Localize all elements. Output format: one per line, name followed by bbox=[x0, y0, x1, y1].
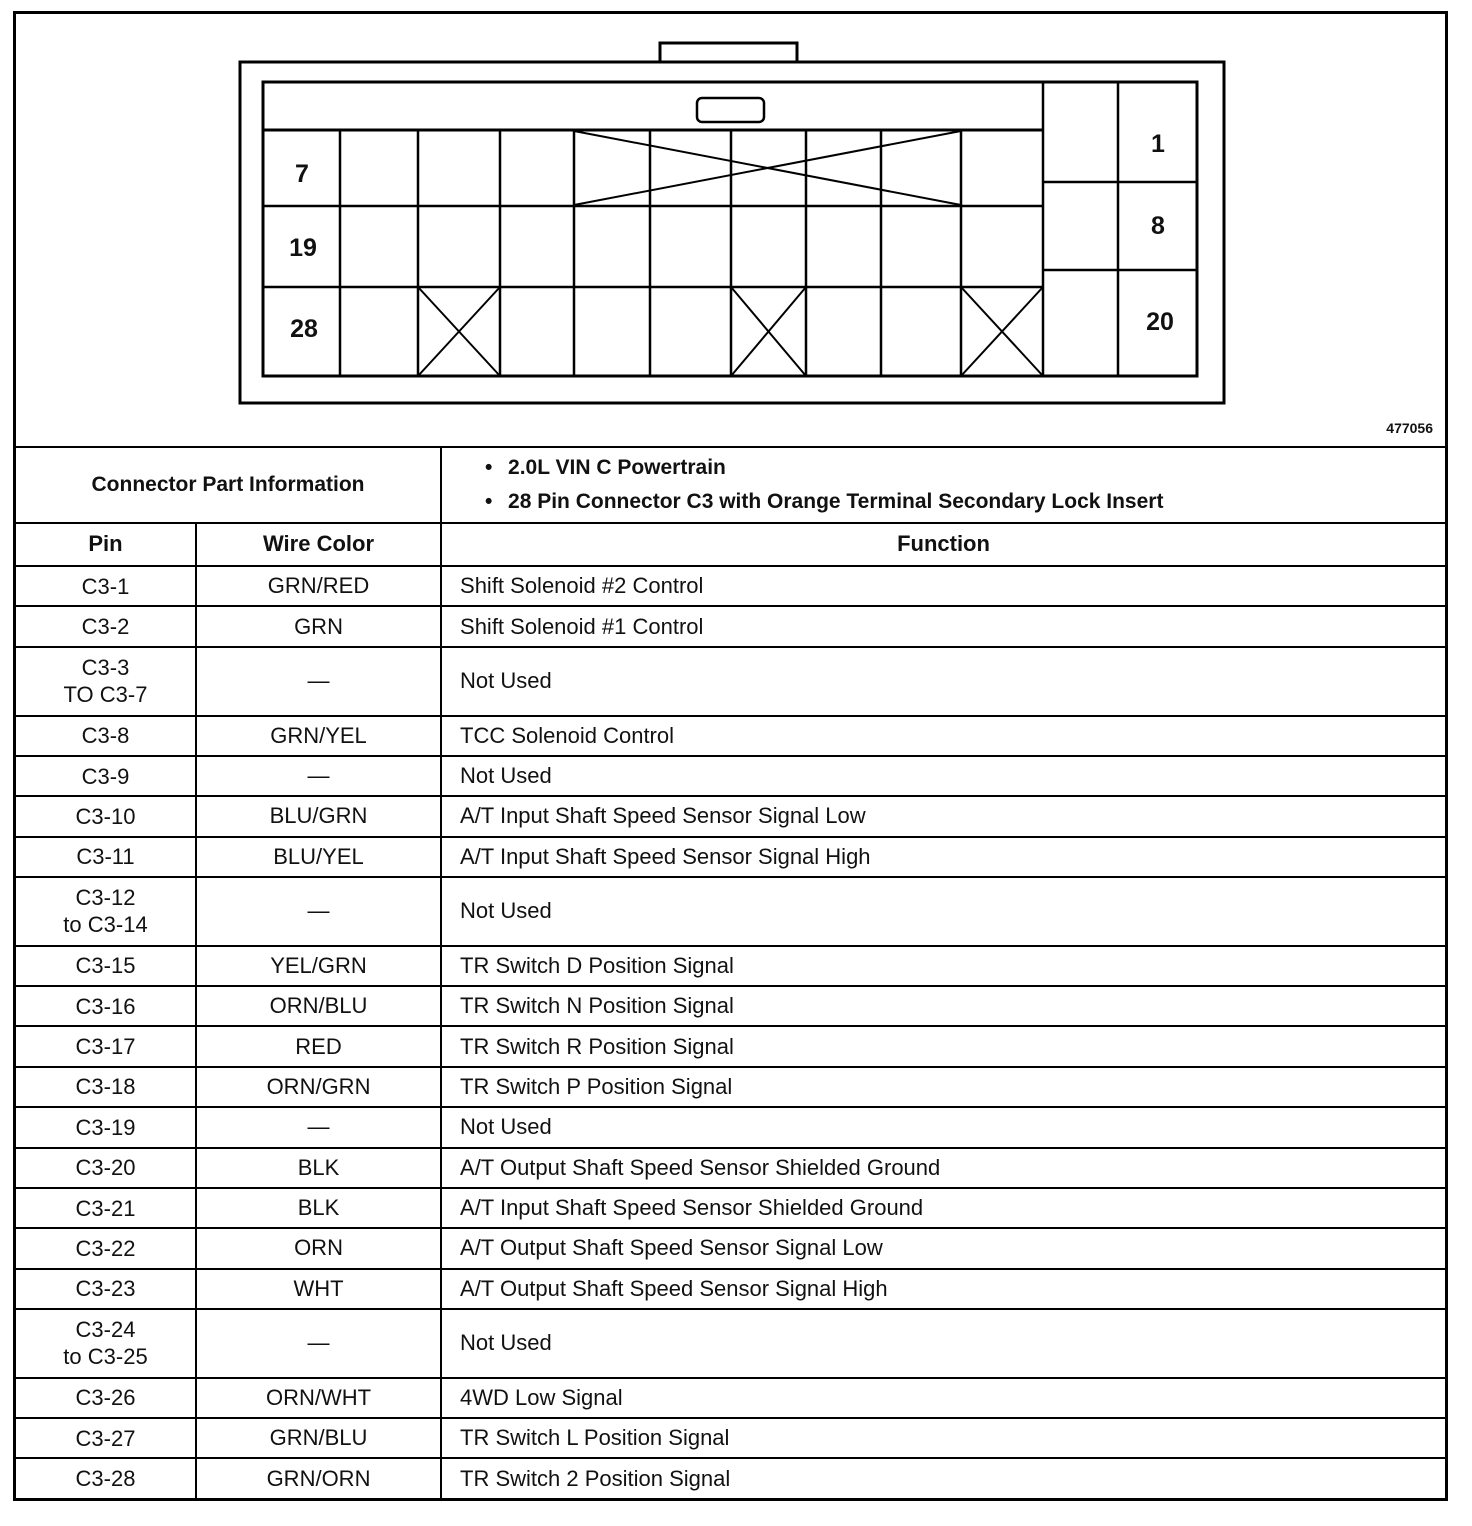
wire-color-cell: GRN/YEL bbox=[196, 716, 441, 756]
part-info-row bbox=[16, 448, 1445, 523]
function-cell: Shift Solenoid #2 Control bbox=[441, 566, 1445, 606]
table-row bbox=[16, 986, 1445, 1026]
pin-cell bbox=[16, 1067, 196, 1107]
wire-color-cell: — bbox=[196, 756, 441, 796]
function-cell: Not Used bbox=[441, 647, 1445, 716]
table-row bbox=[16, 1148, 1445, 1188]
pin-range-start: C3-12 bbox=[75, 885, 136, 911]
wire-color-cell: BLK bbox=[196, 1188, 441, 1228]
pin-cell bbox=[16, 877, 196, 946]
function-cell: TCC Solenoid Control bbox=[441, 716, 1445, 756]
table-row bbox=[16, 606, 1445, 646]
table-row bbox=[16, 1458, 1445, 1498]
part-info-item: • 2.0L VIN C Powertrain bbox=[485, 451, 1445, 485]
function-cell: TR Switch D Position Signal bbox=[441, 946, 1445, 986]
table-row bbox=[16, 1378, 1445, 1418]
cavity-label-8: 8 bbox=[1151, 212, 1165, 240]
function-cell: TR Switch P Position Signal bbox=[441, 1067, 1445, 1107]
pin-cell bbox=[16, 1269, 196, 1309]
function-cell: Not Used bbox=[441, 1107, 1445, 1147]
function-cell: A/T Output Shaft Speed Sensor Signal High bbox=[441, 1269, 1445, 1309]
table-row bbox=[16, 647, 1445, 716]
pin-cell bbox=[16, 606, 196, 646]
pin-cell bbox=[16, 946, 196, 986]
pin-number: C3-11 bbox=[76, 844, 135, 870]
table-row bbox=[16, 1418, 1445, 1458]
table-row bbox=[16, 1067, 1445, 1107]
pin-cell bbox=[16, 756, 196, 796]
connector-end-view bbox=[0, 0, 1472, 448]
cavity-label-20: 20 bbox=[1146, 308, 1174, 336]
cavity-label-28: 28 bbox=[290, 315, 318, 343]
function-cell: A/T Output Shaft Speed Sensor Shielded Ground bbox=[441, 1148, 1445, 1188]
table-row bbox=[16, 1188, 1445, 1228]
function-cell: A/T Output Shaft Speed Sensor Signal Low bbox=[441, 1228, 1445, 1268]
wire-color-cell: ORN/GRN bbox=[196, 1067, 441, 1107]
pin-cell bbox=[16, 716, 196, 756]
function-cell: A/T Input Shaft Speed Sensor Signal High bbox=[441, 837, 1445, 877]
pin-number: C3-22 bbox=[75, 1235, 136, 1261]
pin-cell bbox=[16, 1228, 196, 1268]
part-info-item: • 28 Pin Connector C3 with Orange Terminal Secondary Lock Insert bbox=[485, 485, 1445, 519]
pin-cell bbox=[16, 796, 196, 836]
connector-latch-tab bbox=[660, 43, 797, 62]
function-cell: A/T Input Shaft Speed Sensor Signal Low bbox=[441, 796, 1445, 836]
pin-cell bbox=[16, 1418, 196, 1458]
wire-color-cell: GRN/RED bbox=[196, 566, 441, 606]
pin-range-end: TO C3-7 bbox=[63, 682, 148, 708]
part-info-list bbox=[485, 451, 1445, 519]
wire-color-cell: BLU/GRN bbox=[196, 796, 441, 836]
pin-number: C3-8 bbox=[81, 723, 130, 749]
wire-color-cell: BLU/YEL bbox=[196, 837, 441, 877]
table-row bbox=[16, 1026, 1445, 1066]
table-row bbox=[16, 796, 1445, 836]
function-cell: TR Switch 2 Position Signal bbox=[441, 1458, 1445, 1498]
table-row bbox=[16, 566, 1445, 606]
pin-number: C3-19 bbox=[75, 1114, 136, 1140]
pin-cell bbox=[16, 1148, 196, 1188]
wire-color-cell: WHT bbox=[196, 1269, 441, 1309]
pin-cell bbox=[16, 1458, 196, 1498]
pin-range-start: C3-3 bbox=[81, 655, 130, 681]
wire-color-cell: GRN/BLU bbox=[196, 1418, 441, 1458]
table-row bbox=[16, 837, 1445, 877]
wire-color-cell: ORN bbox=[196, 1228, 441, 1268]
pin-number: C3-16 bbox=[75, 993, 136, 1019]
table-row bbox=[16, 1107, 1445, 1147]
column-header-wire-color: Wire Color bbox=[196, 523, 441, 566]
figure-number: 477056 bbox=[1386, 420, 1433, 436]
pin-number: C3-21 bbox=[75, 1195, 136, 1221]
pin-cell bbox=[16, 986, 196, 1026]
pin-range-end: to C3-14 bbox=[63, 912, 148, 938]
pin-number: C3-26 bbox=[75, 1385, 136, 1411]
wire-color-cell: — bbox=[196, 647, 441, 716]
column-header-pin: Pin bbox=[16, 523, 196, 566]
pin-number: C3-27 bbox=[75, 1425, 136, 1451]
polarization-key-slot bbox=[697, 98, 764, 122]
wire-color-cell: RED bbox=[196, 1026, 441, 1066]
table-row bbox=[16, 1309, 1445, 1378]
function-cell: A/T Input Shaft Speed Sensor Shielded Ground bbox=[441, 1188, 1445, 1228]
pin-cell bbox=[16, 1107, 196, 1147]
cavity-label-1: 1 bbox=[1151, 130, 1165, 158]
column-header-row bbox=[16, 523, 1445, 566]
pin-cell bbox=[16, 1378, 196, 1418]
function-cell: TR Switch R Position Signal bbox=[441, 1026, 1445, 1066]
column-header-function: Function bbox=[441, 523, 1445, 566]
function-cell: Shift Solenoid #1 Control bbox=[441, 606, 1445, 646]
wire-color-cell: ORN/WHT bbox=[196, 1378, 441, 1418]
function-cell: Not Used bbox=[441, 756, 1445, 796]
wire-color-cell: ORN/BLU bbox=[196, 986, 441, 1026]
wire-color-cell: — bbox=[196, 1309, 441, 1378]
pin-number: C3-15 bbox=[75, 953, 136, 979]
function-cell: TR Switch N Position Signal bbox=[441, 986, 1445, 1026]
wire-color-cell: GRN bbox=[196, 606, 441, 646]
part-info-label: Connector Part Information bbox=[16, 448, 441, 523]
pin-cell bbox=[16, 1188, 196, 1228]
pin-number: C3-28 bbox=[75, 1466, 136, 1492]
pin-number: C3-2 bbox=[81, 614, 130, 640]
pin-number: C3-1 bbox=[81, 573, 130, 599]
table-row bbox=[16, 1228, 1445, 1268]
pin-cell bbox=[16, 1309, 196, 1378]
pin-cell bbox=[16, 837, 196, 877]
pin-cell bbox=[16, 1026, 196, 1066]
part-info-cell bbox=[441, 448, 1445, 523]
wire-color-cell: — bbox=[196, 1107, 441, 1147]
cavity-label-19: 19 bbox=[289, 234, 317, 262]
pin-cell bbox=[16, 566, 196, 606]
function-cell: TR Switch L Position Signal bbox=[441, 1418, 1445, 1458]
cavity-grid bbox=[263, 82, 1197, 376]
pin-number: C3-20 bbox=[75, 1155, 136, 1181]
wire-color-cell: BLK bbox=[196, 1148, 441, 1188]
pin-number: C3-17 bbox=[75, 1034, 136, 1060]
function-cell: Not Used bbox=[441, 877, 1445, 946]
pin-number: C3-23 bbox=[75, 1276, 136, 1302]
table-row bbox=[16, 946, 1445, 986]
table-row bbox=[16, 1269, 1445, 1309]
table-row bbox=[16, 877, 1445, 946]
pin-cell bbox=[16, 647, 196, 716]
table-row bbox=[16, 756, 1445, 796]
pinout-table bbox=[16, 448, 1445, 1498]
function-cell: 4WD Low Signal bbox=[441, 1378, 1445, 1418]
wire-color-cell: YEL/GRN bbox=[196, 946, 441, 986]
pin-range-start: C3-24 bbox=[75, 1317, 136, 1343]
function-cell: Not Used bbox=[441, 1309, 1445, 1378]
pin-range-end: to C3-25 bbox=[63, 1344, 148, 1370]
wire-color-cell: — bbox=[196, 877, 441, 946]
pinout-table-wrap bbox=[16, 448, 1445, 1498]
cavity-label-7: 7 bbox=[295, 160, 309, 188]
pin-number: C3-18 bbox=[75, 1074, 136, 1100]
table-row bbox=[16, 716, 1445, 756]
wire-color-cell: GRN/ORN bbox=[196, 1458, 441, 1498]
pin-number: C3-10 bbox=[75, 803, 136, 829]
pin-number: C3-9 bbox=[81, 763, 130, 789]
